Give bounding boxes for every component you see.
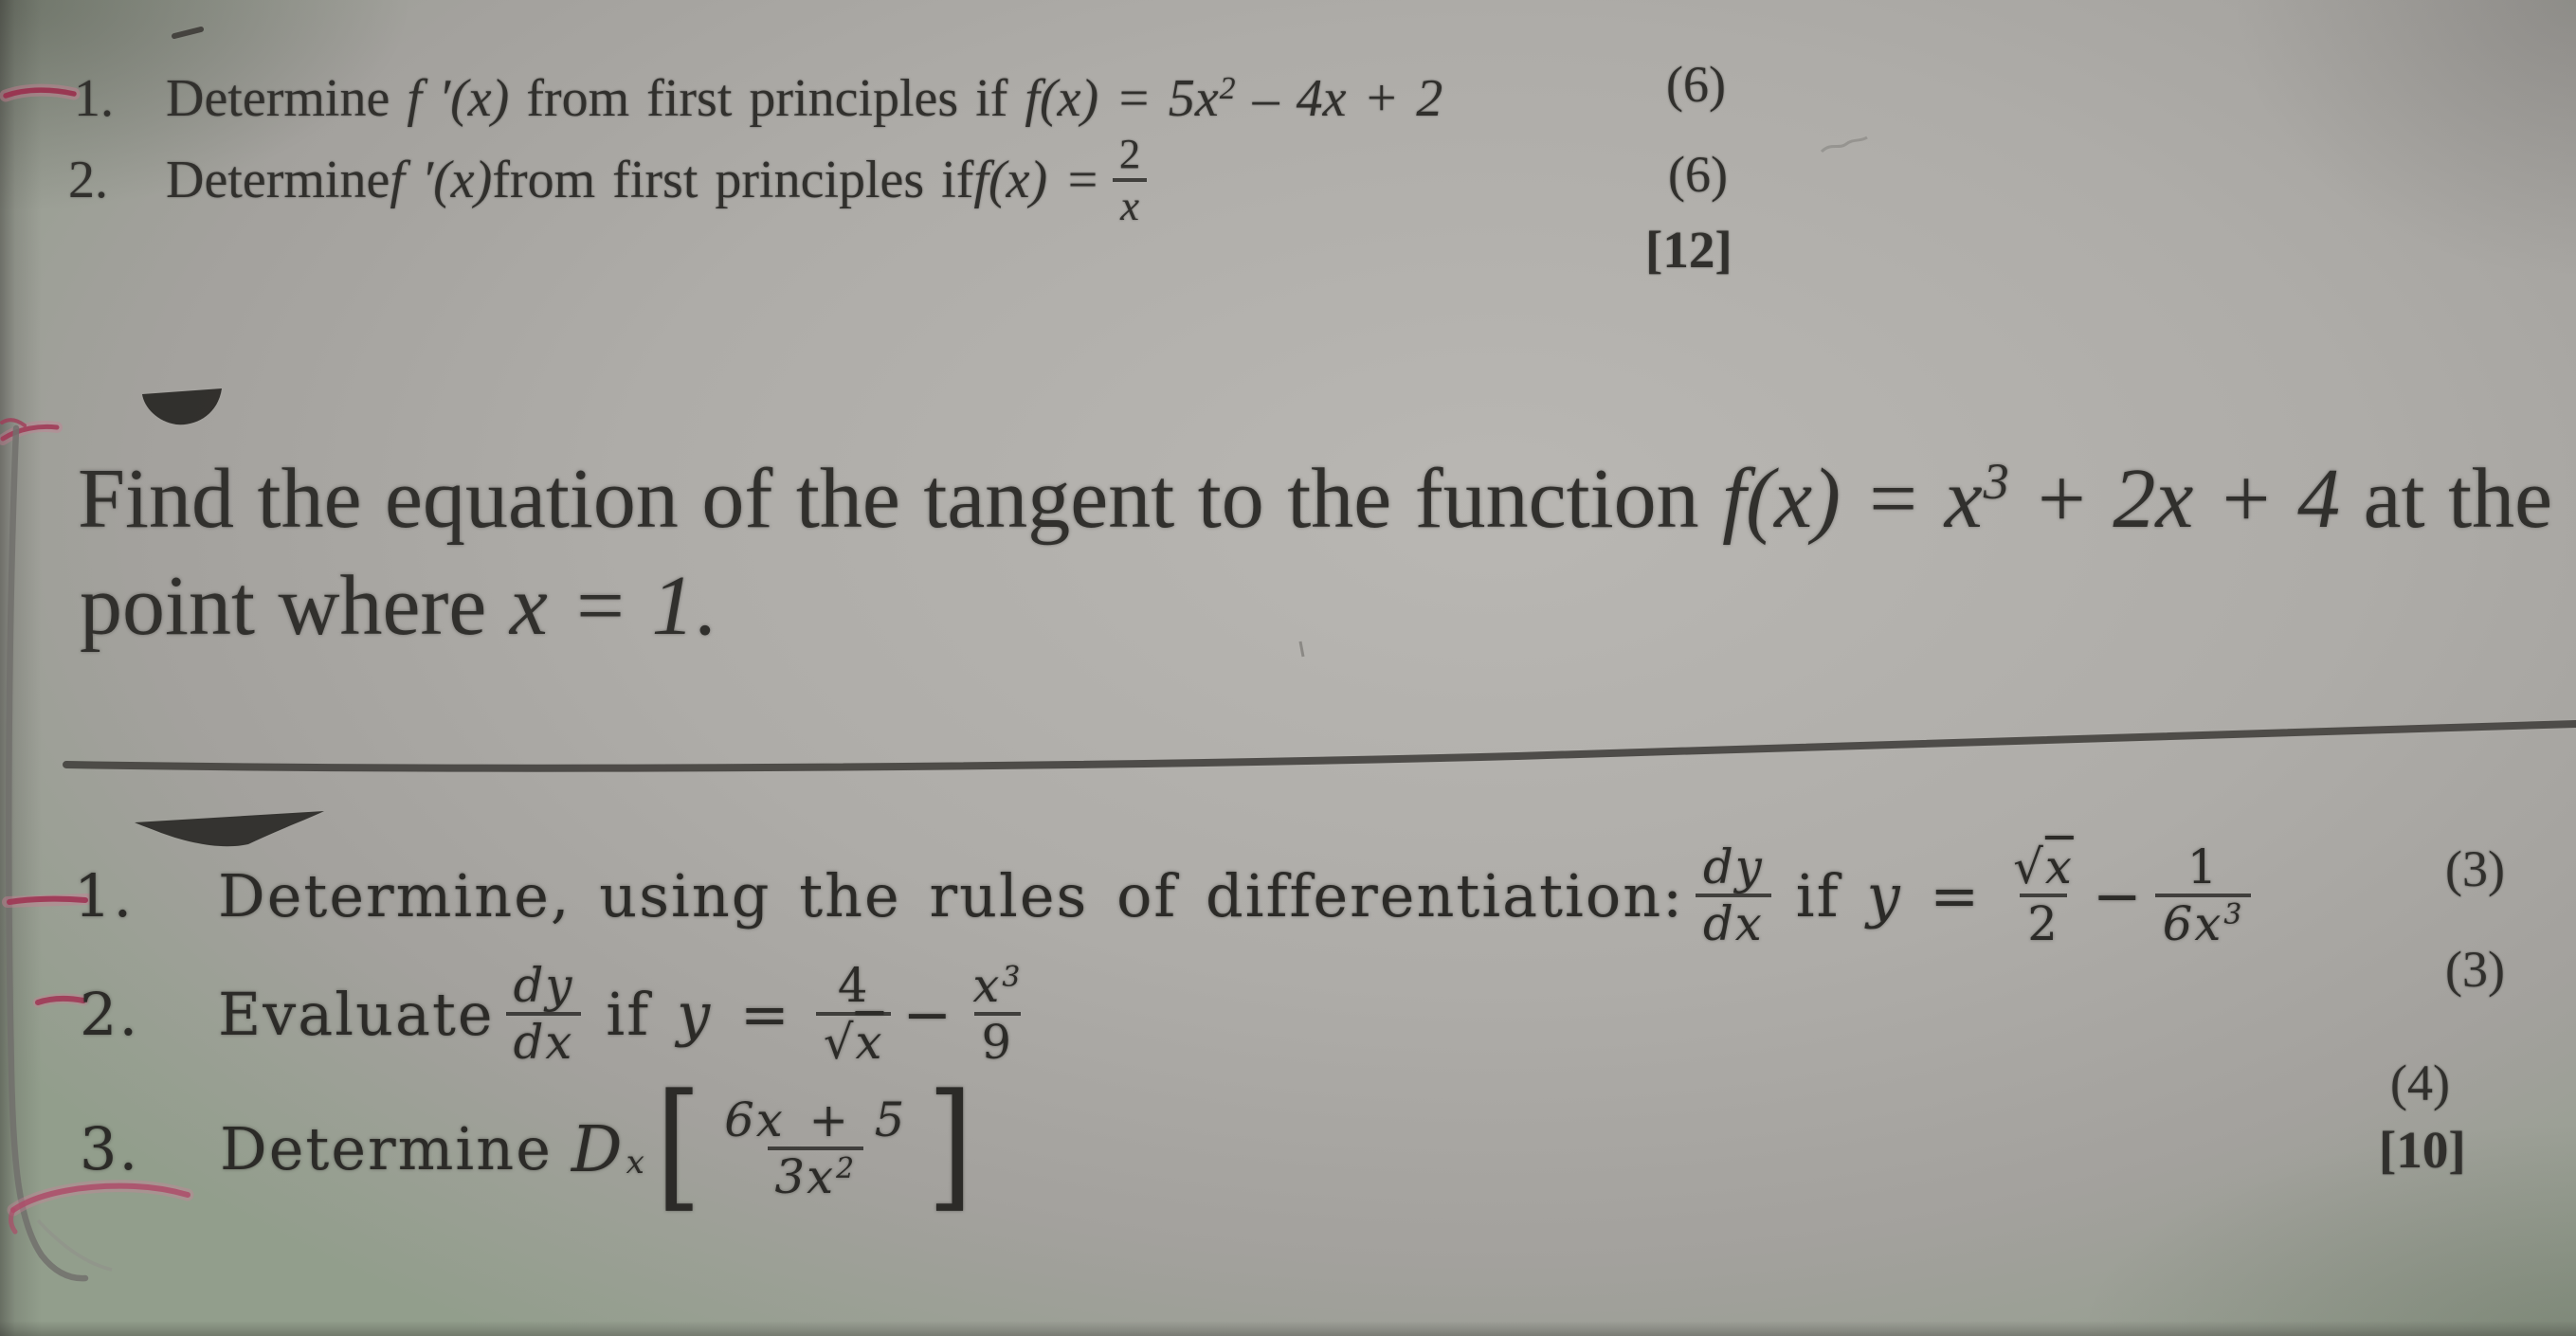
math-expression: y = [677, 979, 791, 1049]
minus-sign: − [902, 979, 954, 1049]
math-expression: f(x) = [973, 151, 1100, 209]
fraction-2-over-x [1112, 132, 1148, 228]
top-dash-mark [174, 29, 201, 36]
fraction-4-over-sqrtx [816, 957, 892, 1070]
math-expression: x = 1 [509, 559, 695, 653]
mark-allocation: (4) [2390, 1055, 2450, 1111]
fraction-numerator [965, 957, 1029, 1013]
question-text: Determine [220, 1114, 553, 1183]
question-text: . [694, 559, 717, 653]
fraction-numerator: 4 [837, 957, 870, 1013]
mark-allocation: (3) [2445, 941, 2505, 998]
differential-operator: D [571, 1111, 625, 1186]
section-total-mark: [10] [2379, 1121, 2466, 1179]
question-number: 3. [80, 1114, 140, 1183]
question-number: 1. [74, 860, 135, 930]
mark-allocation: (6) [1666, 56, 1726, 113]
faint-squiggle [1822, 137, 1867, 152]
sqrt-argument: x [2044, 839, 2074, 894]
fraction-numerator: 2 [1118, 130, 1141, 178]
bottom-question-1 [74, 834, 2262, 957]
bottom-question-2 [80, 952, 1041, 1075]
operator-subscript: x [626, 1143, 646, 1182]
tiny-tick [1300, 641, 1303, 657]
sqrt-icon: √ [823, 1014, 856, 1070]
tangent-question-line-1 [78, 450, 2552, 548]
fraction-denominator: dx [1696, 894, 1771, 949]
math-expression: f(x) = 5x [1025, 69, 1219, 128]
question-text: from first principles if [492, 151, 974, 209]
fraction-numerator: dy [513, 957, 574, 1013]
math-expression: f(x) = x [1722, 452, 1983, 546]
question-text: if [606, 979, 651, 1049]
tangent-question-line-2 [80, 557, 716, 655]
question-number: 1. [74, 69, 114, 128]
question-text: Determine [166, 69, 408, 128]
fraction-denominator [2155, 894, 2251, 949]
question-text: point where [80, 559, 510, 653]
fraction-numerator: dy [1703, 839, 1764, 894]
fraction-x3-over-9 [965, 957, 1029, 1070]
pink-arrow-tail [2, 420, 25, 425]
minus-sign: − [2092, 860, 2144, 930]
numerator-exponent: 3 [1002, 960, 1023, 994]
numerator-base: x [972, 957, 1002, 1013]
sqrt-argument: x [855, 1014, 884, 1070]
question-text: at the [2340, 452, 2553, 546]
question-text: Determine [166, 151, 390, 209]
math-expression: y = [1866, 860, 1982, 930]
question-number: 2. [68, 151, 108, 209]
fraction-numerator [2005, 839, 2081, 894]
mark-allocation: (6) [1668, 146, 1728, 203]
fraction-denominator [768, 1146, 863, 1202]
question-text: if [1795, 860, 1841, 930]
question-text: Evaluate [218, 979, 495, 1049]
fraction-denominator: 9 [974, 1012, 1022, 1068]
divider-line [66, 724, 2576, 768]
section-total-mark: [12] [1645, 221, 1732, 279]
denominator-exponent: 2 [836, 1151, 857, 1185]
fraction-denominator: 2 [2020, 894, 2067, 949]
question-text: Determine, using the rules of differentiation: [218, 860, 1685, 930]
question-number: 2. [80, 979, 140, 1049]
denominator-exponent: 3 [2223, 898, 2244, 932]
fraction-denominator: dx [506, 1012, 582, 1068]
question-text: from first principles if [509, 69, 1025, 128]
math-expression: – 4x + 2 [1235, 69, 1443, 128]
fraction-dy-dx [1696, 839, 1771, 951]
denominator-base: 6x [2162, 895, 2223, 951]
math-fprime: f ′(x) [407, 69, 510, 128]
fraction-dy-dx [506, 957, 582, 1070]
math-exponent: 3 [1983, 453, 2009, 511]
math-expression: + 2x + 4 [2008, 452, 2341, 546]
fraction-denominator: x [1113, 178, 1147, 228]
mark-allocation: (3) [2445, 840, 2505, 897]
fraction-denominator [816, 1012, 892, 1068]
denominator-base: 3x [774, 1149, 836, 1204]
bottom-question-3: 3. Determine D x [ $\frac{6x + 5}{3x^2}$ ] [80, 1064, 975, 1226]
top-question-2 [68, 130, 1159, 229]
fraction-sqrtx-over-2 [2005, 839, 2081, 951]
fraction-numerator: 6x + 5 [724, 1092, 907, 1148]
ink-blob-halfmoon [142, 388, 222, 424]
fraction-1-over-6x3 [2155, 839, 2251, 951]
math-fprime: f ′(x) [390, 151, 493, 209]
question-text: Find the equation of the tangent to the function [78, 452, 1723, 546]
math-exponent: 2 [1219, 70, 1236, 106]
fraction-6x5-over-3x2 [717, 1092, 914, 1204]
top-question-1 [74, 68, 1442, 129]
fraction-numerator: 1 [2186, 839, 2220, 894]
sqrt-icon: √ [2013, 839, 2045, 894]
